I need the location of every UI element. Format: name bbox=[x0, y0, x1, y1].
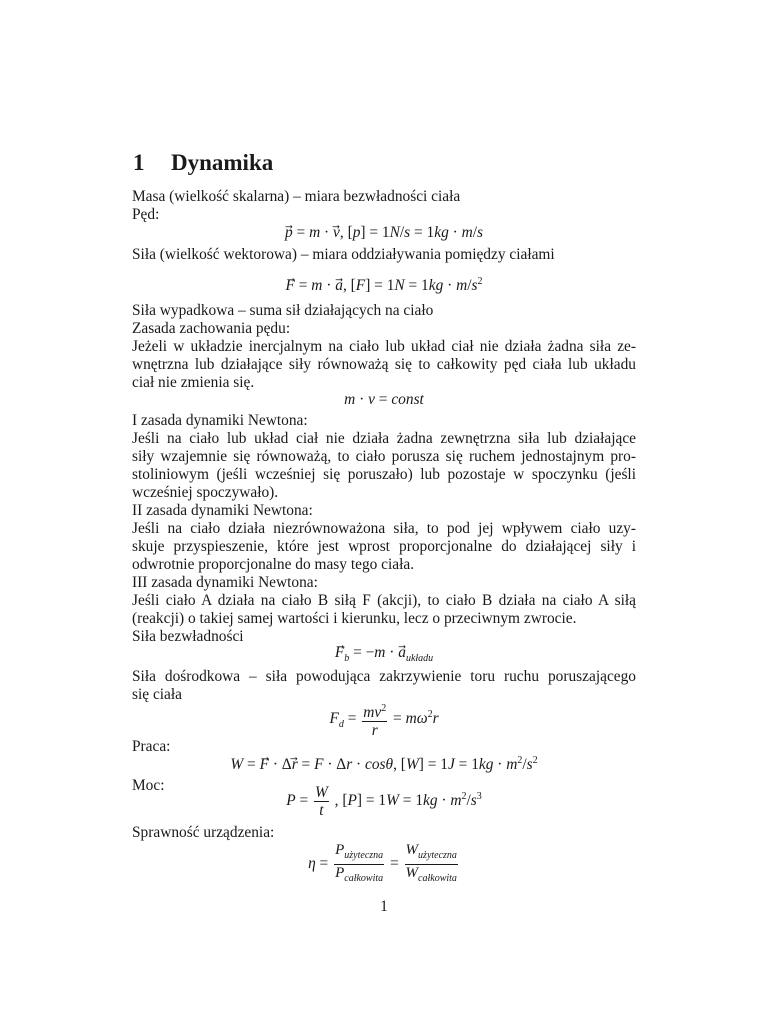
text-line: Pęd: bbox=[132, 206, 160, 223]
text-line: Jeżeli w układzie inercjalnym na ciało lub układ ciał nie działa żadna siła ze- bbox=[132, 338, 636, 355]
formula-work: W = F⃗ · Δr⃗ = F · Δr · cosθ, $[W] = 1J = 1kg \cdot m^2/s^2$ bbox=[230, 755, 538, 774]
text-line: Siła wypadkowa – suma sił działających na ciało bbox=[132, 302, 434, 319]
formula-inertial-force: $F_b = -m \cdot a_{układu}$ bbox=[334, 644, 434, 665]
text-line: I zasada dynamiki Newtona: bbox=[132, 412, 308, 429]
text-line: Jeśli na ciało lub układ ciał nie działa żadna zewnętrzna siła lub działające bbox=[132, 430, 636, 447]
formula-force: F⃗ = m · a⃗, $[F] = 1N = 1kg \cdot m/s^2$ bbox=[285, 276, 483, 295]
text-line: Moc: bbox=[132, 777, 165, 794]
fraction: $\frac{mv^2}{r}$ bbox=[362, 700, 387, 739]
section-number: 1 bbox=[133, 150, 145, 175]
text-line: skuje przyspieszenie, które jest wprost proporcjonalne do działającej siły i bbox=[132, 538, 636, 555]
formula-efficiency: η = $\frac{P_{użyteczna}}{P_{całkowita}}$ = $\frac{W_{użyteczna}}{W_{całkowita}}$ bbox=[132, 842, 636, 887]
text-line: Zasada zachowania pędu: bbox=[132, 320, 291, 337]
text-line: Siła (wielkość wektorowa) – miara oddziaływania pomiędzy ciałami bbox=[132, 246, 555, 263]
formula-centripetal: $F_d$ = $\frac{mv^2}{r}$ = $m\omega^2r$ bbox=[132, 700, 636, 739]
text-line: Jeśli ciało A działa na ciało B siłą F (akcji), to ciało B działa na ciało A siłą bbox=[132, 592, 636, 609]
text-line: Siła bezwładności bbox=[132, 628, 244, 645]
text-line: Siła dośrodkowa – siła powodująca zakrzywienie toru ruchu poruszającego bbox=[132, 668, 636, 685]
section-heading bbox=[133, 150, 273, 176]
text-line: ciał nie zmienia się. bbox=[132, 374, 255, 391]
text-line: wcześniej spoczywało). bbox=[132, 484, 279, 501]
fraction: $\frac{W}{t}$ bbox=[315, 784, 328, 819]
fraction: $\frac{W_{użyteczna}}{W_{całkowita}}$ bbox=[405, 842, 457, 884]
text-line: się ciała bbox=[132, 686, 182, 703]
text-line: Jeśli na ciało działa niezrównoważona siła, to pod jej wpływem ciało uzy- bbox=[132, 520, 636, 537]
text-line: Sprawność urządzenia: bbox=[132, 824, 275, 841]
text-line: wnętrzna lub działające siły równoważą się to całkowity pęd ciała lub układu bbox=[132, 356, 636, 373]
fraction: $\frac{P_{użyteczna}}{P_{całkowita}}$ bbox=[335, 842, 384, 884]
text-line: stoliniowym (jeśli wcześniej się poruszało) lub pozostaje w spoczynku (jeśli bbox=[132, 466, 636, 483]
text-line: II zasada dynamiki Newtona: bbox=[132, 502, 313, 519]
formula-conservation: m · v = const bbox=[344, 391, 424, 408]
text-line: odwrotnie proporcjonalne do masy tego ciała. bbox=[132, 556, 415, 573]
formula-momentum: p⃗ = m · v⃗, [p] = 1N/s = 1kg · m/s bbox=[284, 224, 483, 241]
page-number: 1 bbox=[380, 898, 388, 915]
text-line: Masa (wielkość skalarna) – miara bezwładności ciała bbox=[132, 188, 461, 205]
text-line: (reakcji) o takiej samej wartości i kierunku, lecz o przeciwnym zwrocie. bbox=[132, 610, 577, 627]
formula-power: P = $\frac{W}{t}$ , $[P] = 1W = 1kg \cdot m^2/s^3$ bbox=[286, 784, 482, 819]
text-line: III zasada dynamiki Newtona: bbox=[132, 574, 318, 591]
text-line: Praca: bbox=[132, 738, 171, 755]
section-title-text: Dynamika bbox=[171, 150, 274, 175]
text-line: siły wzajemnie się równoważą, to ciało porusza się ruchem jednostajnym pro- bbox=[132, 448, 636, 465]
